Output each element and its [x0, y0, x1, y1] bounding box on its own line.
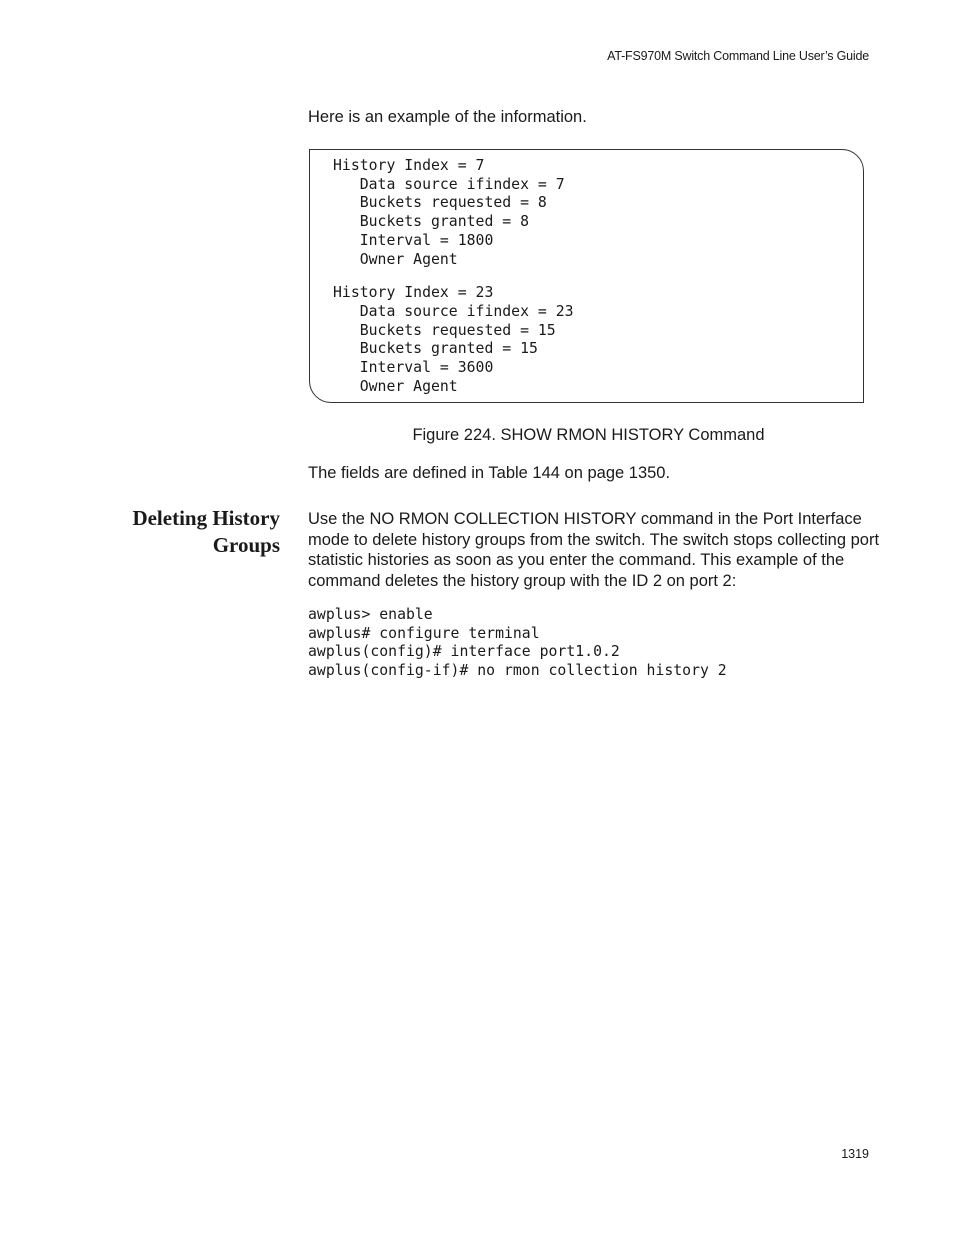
running-header: AT-FS970M Switch Command Line User’s Guide [607, 49, 869, 63]
output-line: History Index = 23 [333, 284, 494, 302]
output-line: Buckets requested = 15 [333, 321, 556, 339]
page-number: 1319 [841, 1147, 869, 1161]
command-line: awplus# configure terminal [308, 624, 540, 642]
output-line: Owner Agent [333, 250, 458, 268]
output-line: Buckets granted = 15 [333, 340, 538, 358]
fields-reference: The fields are defined in Table 144 on page 1350. [308, 464, 671, 482]
output-line: Interval = 3600 [333, 359, 494, 377]
output-line: Data source ifindex = 23 [333, 302, 574, 320]
section-heading-line: Groups [212, 533, 280, 557]
section-paragraph: Use the NO RMON COLLECTION HISTORY command in the Port Interface mode to delete history groups from the switch. The switch stops collecting port statistic histories as soon as you enter the command. This example of the command deletes the history group with the ID 2 on port 2: [308, 510, 880, 591]
section-heading-line: Deleting History [132, 506, 280, 530]
output-gap [333, 269, 574, 284]
output-line: History Index = 7 [333, 157, 485, 174]
section-heading [132, 505, 280, 559]
command-line: awplus(config)# interface port1.0.2 [308, 643, 620, 661]
command-line: awplus(config-if)# no rmon collection history 2 [308, 662, 727, 680]
intro-text: Here is an example of the information. [308, 108, 587, 126]
example-output [333, 157, 574, 396]
output-line: Buckets requested = 8 [333, 194, 547, 212]
command-example [308, 606, 727, 681]
command-line: awplus> enable [308, 606, 433, 623]
output-line: Data source ifindex = 7 [333, 175, 565, 193]
example-output-box [309, 149, 864, 403]
figure-caption: Figure 224. SHOW RMON HISTORY Command [412, 426, 765, 444]
output-line: Owner Agent [333, 377, 458, 395]
output-line: Interval = 1800 [333, 231, 494, 249]
output-line: Buckets granted = 8 [333, 213, 529, 231]
